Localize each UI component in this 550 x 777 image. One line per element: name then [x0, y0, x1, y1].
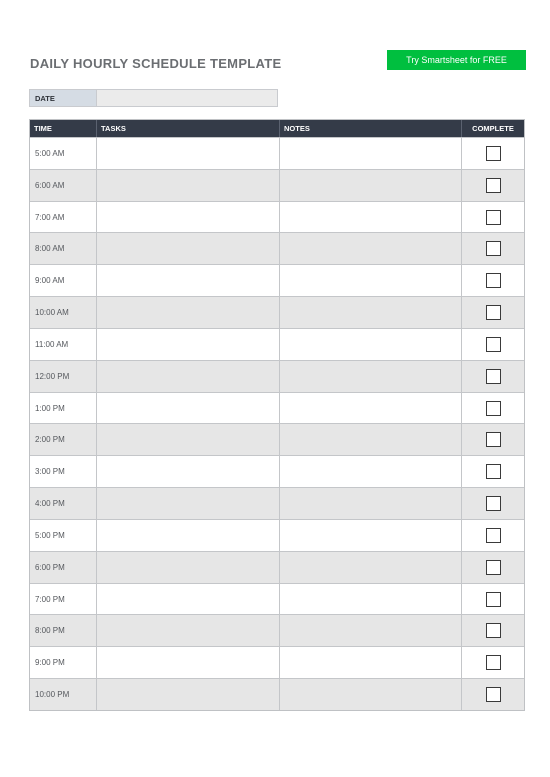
table-row: [30, 137, 524, 169]
task-cell[interactable]: [97, 233, 280, 264]
time-cell: 1:00 PM: [30, 393, 97, 424]
notes-cell[interactable]: [280, 679, 462, 710]
notes-cell[interactable]: [280, 329, 462, 360]
task-cell[interactable]: [97, 552, 280, 583]
column-header-tasks: TASKS: [97, 120, 280, 137]
table-row: [30, 296, 524, 328]
date-label: DATE: [30, 90, 97, 106]
table-row: [30, 392, 524, 424]
notes-cell[interactable]: [280, 456, 462, 487]
try-smartsheet-button[interactable]: Try Smartsheet for FREE: [387, 50, 526, 70]
notes-cell[interactable]: [280, 297, 462, 328]
table-body: [30, 137, 524, 710]
complete-checkbox[interactable]: [486, 464, 501, 479]
table-row: [30, 583, 524, 615]
complete-cell: [462, 265, 524, 296]
date-field: [29, 89, 278, 107]
table-row: [30, 328, 524, 360]
time-cell: 7:00 AM: [30, 202, 97, 233]
notes-cell[interactable]: [280, 584, 462, 615]
notes-cell[interactable]: [280, 647, 462, 678]
table-row: [30, 646, 524, 678]
complete-checkbox[interactable]: [486, 655, 501, 670]
table-header: [30, 120, 524, 137]
complete-checkbox[interactable]: [486, 241, 501, 256]
task-cell[interactable]: [97, 329, 280, 360]
task-cell[interactable]: [97, 488, 280, 519]
time-cell: 3:00 PM: [30, 456, 97, 487]
time-cell: 10:00 AM: [30, 297, 97, 328]
time-cell: 5:00 PM: [30, 520, 97, 551]
complete-cell: [462, 552, 524, 583]
task-cell[interactable]: [97, 615, 280, 646]
notes-cell[interactable]: [280, 233, 462, 264]
complete-checkbox[interactable]: [486, 305, 501, 320]
complete-cell: [462, 170, 524, 201]
task-cell[interactable]: [97, 520, 280, 551]
table-row: [30, 487, 524, 519]
time-cell: 7:00 PM: [30, 584, 97, 615]
task-cell[interactable]: [97, 393, 280, 424]
complete-cell: [462, 520, 524, 551]
time-cell: 10:00 PM: [30, 679, 97, 710]
complete-cell: [462, 456, 524, 487]
table-row: [30, 360, 524, 392]
complete-cell: [462, 488, 524, 519]
task-cell[interactable]: [97, 138, 280, 169]
complete-checkbox[interactable]: [486, 432, 501, 447]
task-cell[interactable]: [97, 456, 280, 487]
complete-cell: [462, 584, 524, 615]
notes-cell[interactable]: [280, 520, 462, 551]
complete-checkbox[interactable]: [486, 273, 501, 288]
complete-cell: [462, 647, 524, 678]
complete-checkbox[interactable]: [486, 623, 501, 638]
table-row: [30, 264, 524, 296]
task-cell[interactable]: [97, 424, 280, 455]
complete-checkbox[interactable]: [486, 496, 501, 511]
notes-cell[interactable]: [280, 424, 462, 455]
time-cell: 12:00 PM: [30, 361, 97, 392]
column-header-time: TIME: [30, 120, 97, 137]
complete-checkbox[interactable]: [486, 560, 501, 575]
notes-cell[interactable]: [280, 615, 462, 646]
table-row: [30, 519, 524, 551]
time-cell: 9:00 PM: [30, 647, 97, 678]
complete-cell: [462, 233, 524, 264]
time-cell: 11:00 AM: [30, 329, 97, 360]
table-row: [30, 232, 524, 264]
date-input[interactable]: [97, 90, 277, 106]
complete-cell: [462, 679, 524, 710]
complete-checkbox[interactable]: [486, 592, 501, 607]
complete-checkbox[interactable]: [486, 528, 501, 543]
page-title: DAILY HOURLY SCHEDULE TEMPLATE: [30, 56, 282, 71]
complete-cell: [462, 297, 524, 328]
column-header-notes: NOTES: [280, 120, 462, 137]
table-row: [30, 551, 524, 583]
complete-checkbox[interactable]: [486, 687, 501, 702]
time-cell: 5:00 AM: [30, 138, 97, 169]
notes-cell[interactable]: [280, 361, 462, 392]
time-cell: 8:00 AM: [30, 233, 97, 264]
task-cell[interactable]: [97, 647, 280, 678]
complete-checkbox[interactable]: [486, 401, 501, 416]
notes-cell[interactable]: [280, 265, 462, 296]
complete-cell: [462, 393, 524, 424]
complete-cell: [462, 615, 524, 646]
task-cell[interactable]: [97, 265, 280, 296]
notes-cell[interactable]: [280, 138, 462, 169]
time-cell: 6:00 AM: [30, 170, 97, 201]
table-row: [30, 455, 524, 487]
complete-cell: [462, 361, 524, 392]
column-header-complete: COMPLETE: [472, 124, 514, 133]
complete-checkbox[interactable]: [486, 369, 501, 384]
complete-checkbox[interactable]: [486, 146, 501, 161]
task-cell[interactable]: [97, 170, 280, 201]
time-cell: 9:00 AM: [30, 265, 97, 296]
table-row: [30, 614, 524, 646]
time-cell: 8:00 PM: [30, 615, 97, 646]
complete-checkbox[interactable]: [486, 210, 501, 225]
task-cell[interactable]: [97, 202, 280, 233]
notes-cell[interactable]: [280, 202, 462, 233]
time-cell: 2:00 PM: [30, 424, 97, 455]
complete-checkbox[interactable]: [486, 337, 501, 352]
time-cell: 6:00 PM: [30, 552, 97, 583]
task-cell[interactable]: [97, 679, 280, 710]
notes-cell[interactable]: [280, 552, 462, 583]
task-cell[interactable]: [97, 584, 280, 615]
notes-cell[interactable]: [280, 170, 462, 201]
table-row: [30, 169, 524, 201]
table-row: [30, 423, 524, 455]
table-row: [30, 201, 524, 233]
schedule-table: [29, 119, 525, 711]
notes-cell[interactable]: [280, 488, 462, 519]
complete-cell: [462, 138, 524, 169]
complete-checkbox[interactable]: [486, 178, 501, 193]
complete-cell: [462, 202, 524, 233]
time-cell: 4:00 PM: [30, 488, 97, 519]
table-row: [30, 678, 524, 710]
task-cell[interactable]: [97, 297, 280, 328]
notes-cell[interactable]: [280, 393, 462, 424]
task-cell[interactable]: [97, 361, 280, 392]
complete-cell: [462, 329, 524, 360]
complete-cell: [462, 424, 524, 455]
